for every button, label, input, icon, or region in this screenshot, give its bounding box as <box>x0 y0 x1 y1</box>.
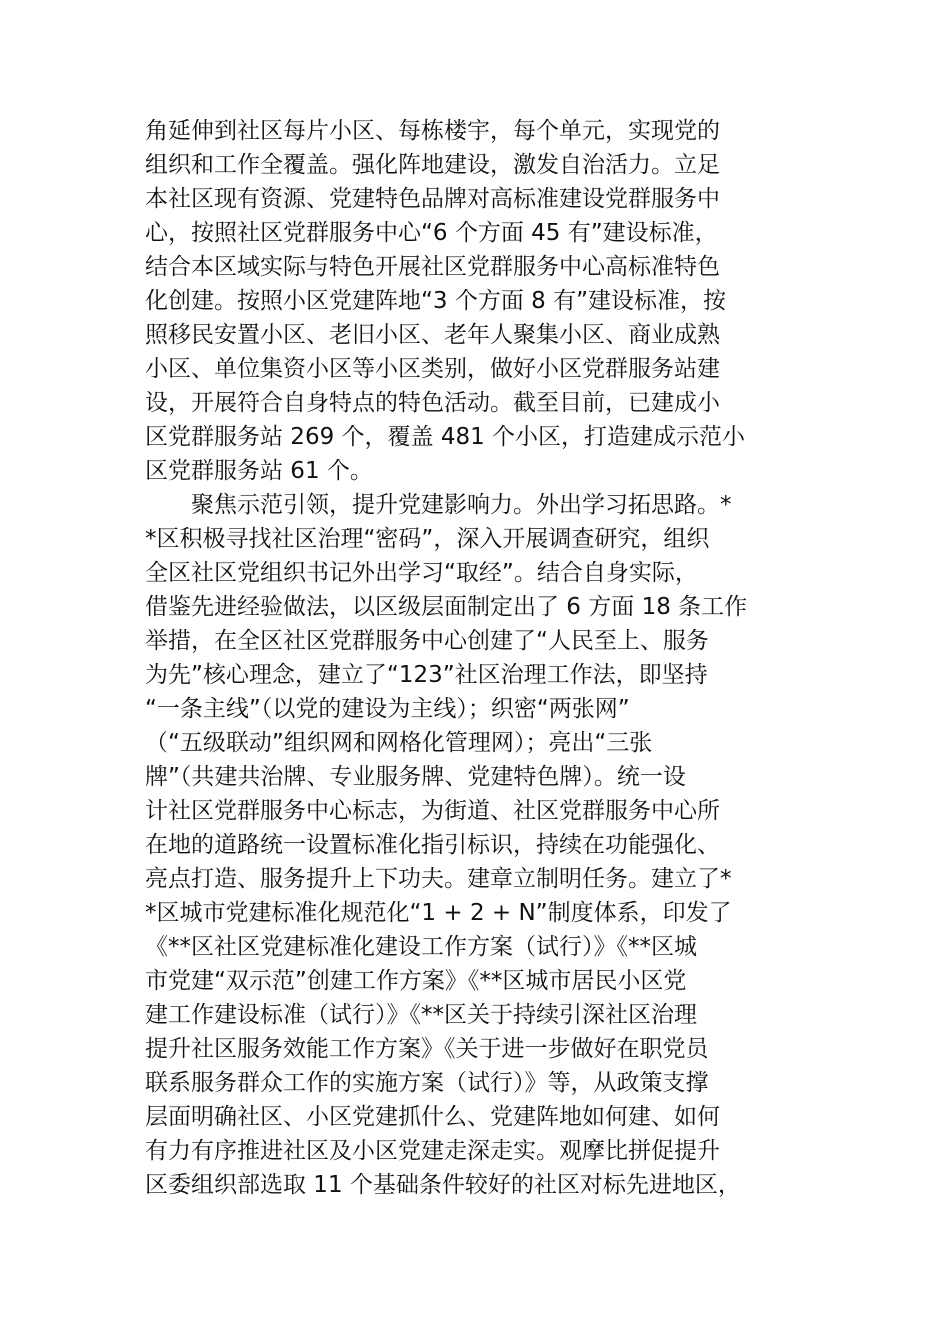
text-line: 区委组织部选取 11 个基础条件较好的社区对标先进地区， <box>145 1172 741 1198</box>
text-line: 照移民安置小区、老旧小区、老年人聚集小区、商业成熟 <box>145 322 720 348</box>
text-line: 化创建。按照小区党建阵地“3 个方面 8 有”建设标准，按 <box>145 288 727 314</box>
text-line: 小区、单位集资小区等小区类别，做好小区党群服务站建 <box>145 356 720 382</box>
text-line: *区积极寻找社区治理“密码”，深入开展调查研究，组织 <box>145 526 710 552</box>
text-line: （“五级联动”组织网和网格化管理网）；亮出“三张 <box>145 730 653 756</box>
text-line: 区党群服务站 61 个。 <box>145 458 373 484</box>
text-line: 心，按照社区党群服务中心“6 个方面 45 有”建设标准， <box>145 220 718 246</box>
paragraph-1 <box>145 114 810 488</box>
text-line: 层面明确社区、小区党建抓什么、党建阵地如何建、如何 <box>145 1104 720 1130</box>
text-line: 市党建“双示范”创建工作方案》《**区城市居民小区党 <box>145 968 687 994</box>
text-line: 借鉴先进经验做法，以区级层面制定出了 6 方面 18 条工作 <box>145 594 748 620</box>
text-line: 联系服务群众工作的实施方案（试行）》等，从政策支撑 <box>145 1070 709 1096</box>
text-line: 牌”（共建共治牌、专业服务牌、党建特色牌）。统一设 <box>145 764 686 790</box>
text-line: 区党群服务站 269 个，覆盖 481 个小区，打造建成示范小 <box>145 424 746 450</box>
text-line: 聚焦示范引领，提升党建影响力。外出学习拓思路。* <box>191 492 732 518</box>
text-line: 有力有序推进社区及小区党建走深走实。观摩比拼促提升 <box>145 1138 720 1164</box>
text-line: 设，开展符合自身特点的特色活动。截至目前，已建成小 <box>145 390 720 416</box>
text-line: 全区社区党组织书记外出学习“取经”。结合自身实际， <box>145 560 698 586</box>
text-line: *区城市党建标准化规范化“1 + 2 + N”制度体系，印发了 <box>145 900 732 926</box>
text-line: 举措，在全区社区党群服务中心创建了“人民至上、服务 <box>145 628 709 654</box>
paragraph-2 <box>145 488 810 1202</box>
text-line: 《**区社区党建标准化建设工作方案（试行）》《**区城 <box>145 934 697 960</box>
text-line: 角延伸到社区每片小区、每栋楼宇，每个单元，实现党的 <box>145 118 720 144</box>
text-line: 本社区现有资源、党建特色品牌对高标准建设党群服务中 <box>145 186 720 212</box>
text-line: 为先”核心理念，建立了“123”社区治理工作法，即坚持 <box>145 662 708 688</box>
text-line: “一条主线”（以党的建设为主线）；织密“两张网” <box>145 696 630 722</box>
text-line: 提升社区服务效能工作方案》《关于进一步做好在职党员 <box>145 1036 709 1062</box>
text-line: 在地的道路统一设置标准化指引标识，持续在功能强化、 <box>145 832 720 858</box>
text-line: 组织和工作全覆盖。强化阵地建设，激发自治活力。立足 <box>145 152 720 178</box>
text-line: 结合本区域实际与特色开展社区党群服务中心高标准特色 <box>145 254 720 280</box>
body-text <box>145 114 810 1202</box>
text-line: 计社区党群服务中心标志，为街道、社区党群服务中心所 <box>145 798 720 824</box>
text-line: 亮点打造、服务提升上下功夫。建章立制明任务。建立了* <box>145 866 732 892</box>
text-line: 建工作建设标准（试行）》《**区关于持续引深社区治理 <box>145 1002 697 1028</box>
